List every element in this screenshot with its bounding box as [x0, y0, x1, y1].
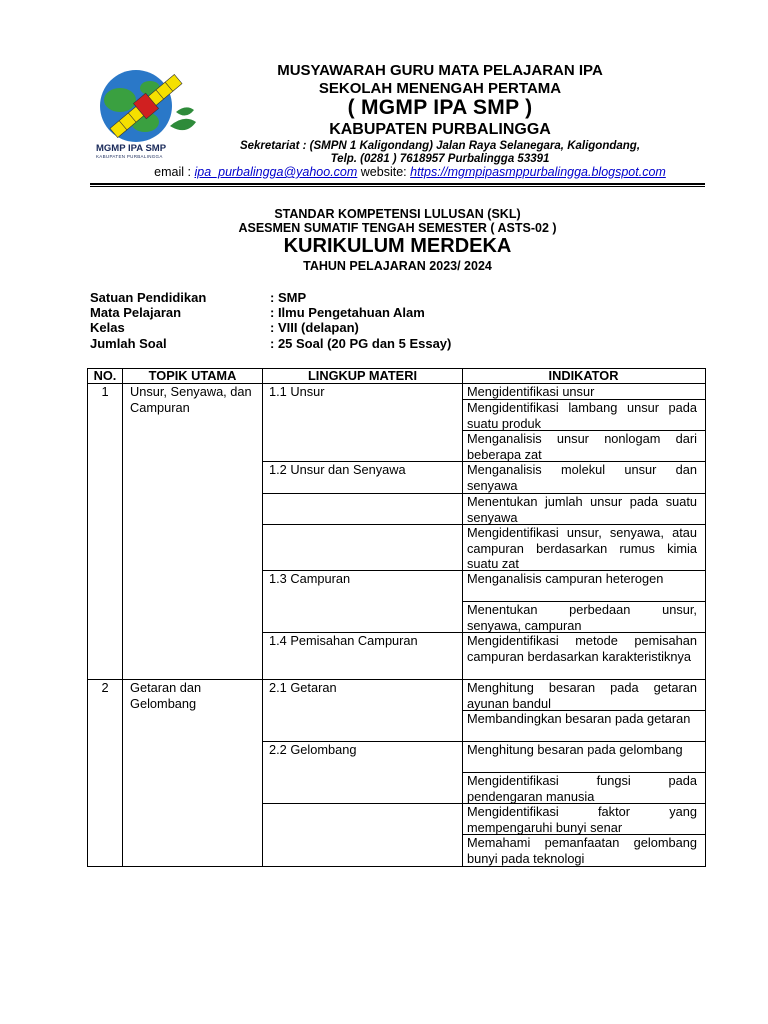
org-name: MUSYAWARAH GURU MATA PELAJARAN IPA [277, 62, 603, 79]
cell-indikator: Menganalisis molekul unsur dan senyawa [467, 462, 697, 493]
cell-indikator: Mengidentifikasi faktor yang mempengaruhi bunyi senar [467, 804, 697, 835]
cell-materi: 1.4 Pemisahan Campuran [269, 633, 418, 648]
cell-topik: Getaran dan Gelombang [130, 680, 202, 711]
logo-caption: MGMP IPA SMP [96, 143, 167, 154]
doc-title-line1: STANDAR KOMPETENSI LULUSAN (SKL) [274, 207, 521, 221]
doc-title-line2: ASESMEN SUMATIF TENGAH SEMESTER ( ASTS-02 ) [238, 221, 557, 235]
cell-indikator: Mengidentifikasi unsur, senyawa, atau campuran berdasarkan rumus kimia suatu zat [467, 525, 697, 571]
info-value: : 25 Soal (20 PG dan 5 Essay) [270, 336, 452, 351]
contact-line [70, 165, 750, 179]
cell-indikator: Menghitung besaran pada getaran ayunan bandul [467, 680, 697, 711]
cell-no: 2 [101, 680, 109, 695]
letterhead-rule-thick [90, 183, 705, 185]
info-row [90, 305, 590, 321]
info-label: Jumlah Soal [90, 336, 167, 351]
info-row [90, 320, 590, 336]
info-value: : VIII (delapan) [270, 320, 359, 335]
cell-indikator: Mengidentifikasi metode pemisahan campuran berdasarkan karakteristiknya [467, 633, 697, 664]
website-label: website: [360, 165, 407, 179]
info-row [90, 336, 590, 352]
col-divider [262, 368, 263, 866]
cell-indikator: Menentukan perbedaan unsur, senyawa, campuran [467, 602, 697, 633]
cell-indikator: Mengidentifikasi fungsi pada pendengaran manusia [467, 773, 697, 804]
cell-materi: 1.2 Unsur dan Senyawa [269, 462, 406, 477]
website-link[interactable]: https://mgmpipasmppurbalingga.blogspot.com [410, 165, 666, 179]
info-value: : Ilmu Pengetahuan Alam [270, 305, 425, 320]
cell-materi: 2.2 Gelombang [269, 742, 357, 757]
school-level: SEKOLAH MENENGAH PERTAMA [318, 80, 562, 97]
doc-title-line4: TAHUN PELAJARAN 2023/ 2024 [303, 259, 492, 273]
email-link[interactable]: ipa_purbalingga@yahoo.com [194, 165, 358, 179]
letterhead-rule-thin [90, 186, 705, 187]
info-label: Satuan Pendidikan [90, 290, 207, 305]
col-divider [462, 368, 463, 866]
cell-indikator: Menentukan jumlah unsur pada suatu senyawa [467, 494, 697, 525]
cell-topik: Unsur, Senyawa, dan Campuran [130, 384, 252, 415]
cell-indikator: Memahami pemanfaatan gelombang bunyi pada teknologi [467, 835, 697, 866]
cell-indikator: Menganalisis campuran heterogen [467, 571, 664, 586]
secretariat-address: Sekretariat : (SMPN 1 Kaligondang) Jalan Raya Selanegara, Kaligondang, [239, 140, 641, 152]
cell-indikator: Mengidentifikasi unsur [467, 384, 595, 399]
cell-materi: 2.1 Getaran [269, 680, 337, 695]
doc-title-line3: KURIKULUM MERDEKA [283, 235, 512, 257]
cell-indikator: Menganalisis unsur nonlogam dari beberapa zat [467, 431, 697, 462]
info-value: : SMP [270, 290, 307, 305]
cell-indikator: Mengidentifikasi lambang unsur pada suatu produk [467, 400, 697, 431]
email-label: email : [154, 165, 191, 179]
cell-indikator: Membandingkan besaran pada getaran [467, 711, 691, 726]
header-indikator: INDIKATOR [548, 368, 619, 383]
header-materi: LINGKUP MATERI [307, 368, 417, 383]
logo-subcaption: KABUPATEN PURBALINGGA [96, 154, 163, 159]
cell-indikator: Menghitung besaran pada gelombang [467, 742, 683, 757]
header-topik: TOPIK UTAMA [148, 368, 237, 383]
header-no: NO. [93, 368, 117, 383]
org-abbreviation: ( MGMP IPA SMP ) [347, 96, 533, 119]
col-divider [122, 368, 123, 866]
info-label: Mata Pelajaran [90, 305, 182, 320]
regency-name: KABUPATEN PURBALINGGA [329, 121, 551, 138]
info-label: Kelas [90, 320, 125, 335]
phone-line: Telp. (0281 ) 7618957 Purbalingga 53391 [330, 153, 550, 165]
info-row [90, 290, 590, 306]
cell-materi: 1.1 Unsur [269, 384, 325, 399]
cell-materi: 1.3 Campuran [269, 571, 351, 586]
cell-no: 1 [101, 384, 109, 399]
